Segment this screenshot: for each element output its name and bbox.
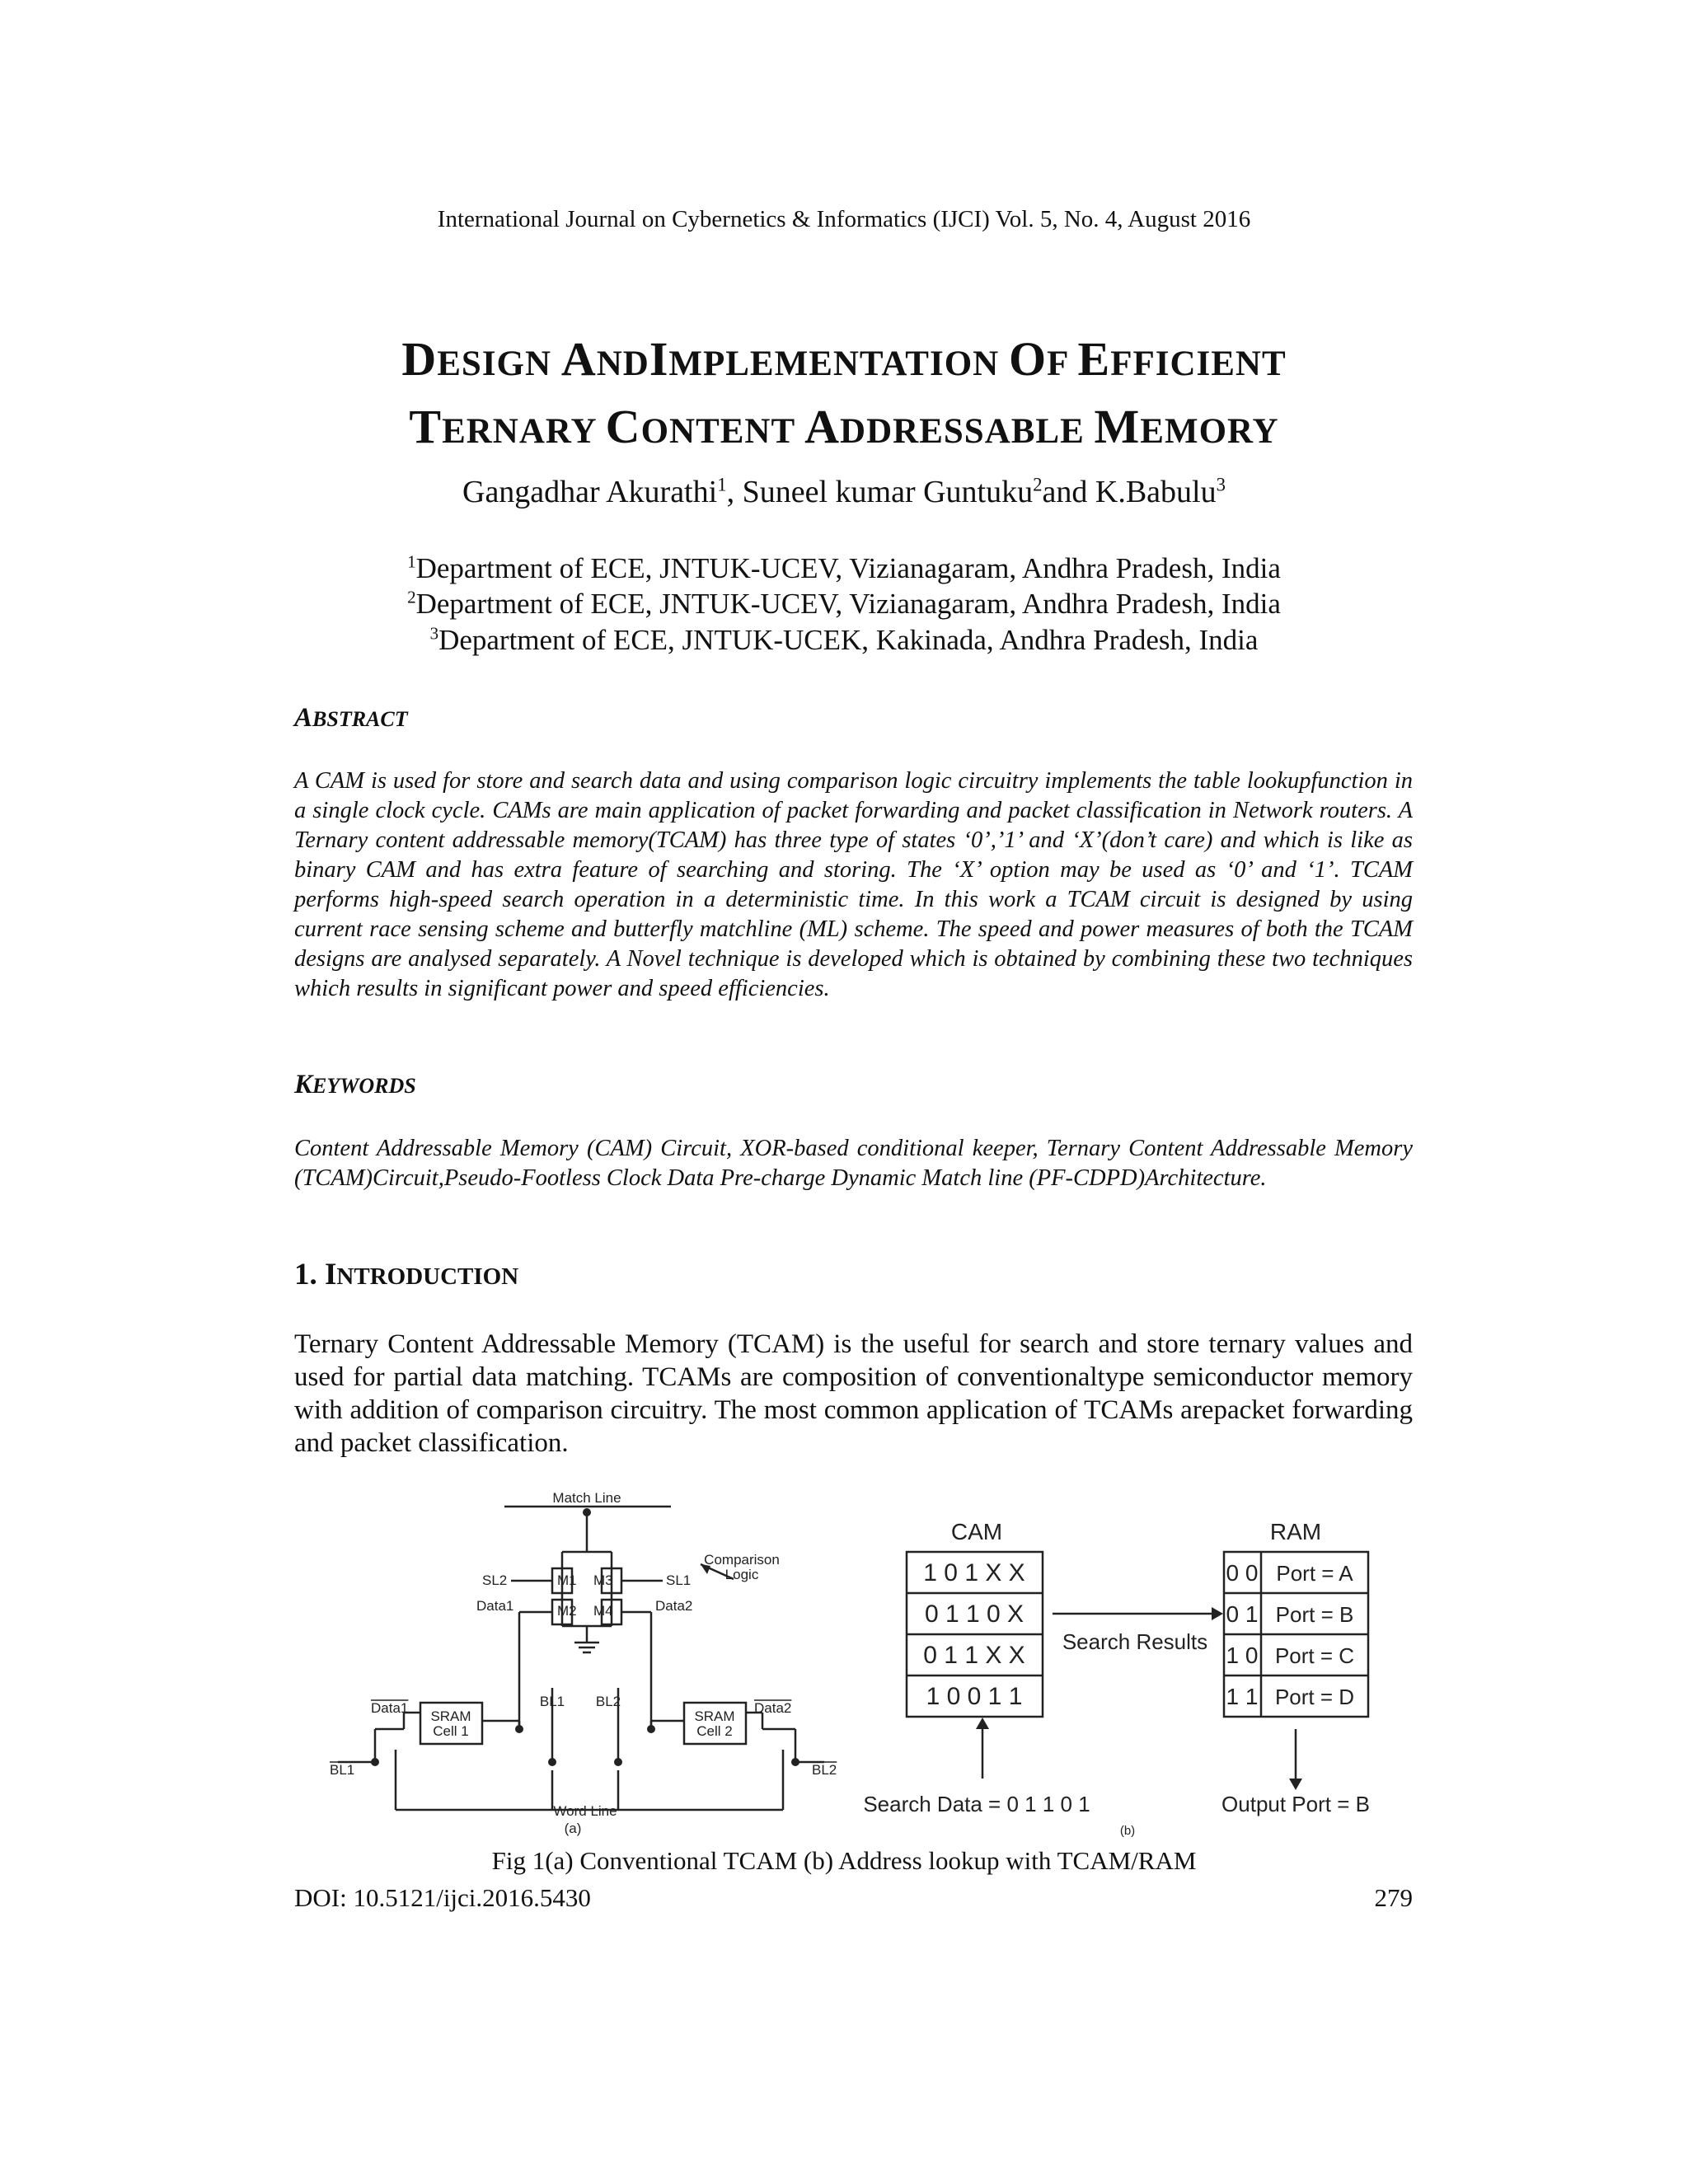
ram-addr-1: 0 0 [1226,1560,1259,1586]
svg-text:SRAM: SRAM [430,1708,471,1724]
t2-0s: ERNARY [442,412,606,451]
t2-3b: M [1094,400,1141,453]
paper-title [0,328,1688,463]
t1-4b: E [1077,332,1111,386]
fig-b-label: (b) [1119,1824,1136,1838]
intro-heading: 1. INTRODUCTION [294,1258,519,1291]
svg-text:SRAM: SRAM [694,1708,735,1724]
data1-bar-label: Data1 [371,1700,409,1716]
t1-2s: MPLEMENTATION [668,344,1009,383]
figure-1 [313,1490,1385,1849]
affiliation-3: $^3$Department of ECE, JNTUK-UCEK, Kakinada, Andhra Pradesh, India [429,623,1259,656]
abstract-text: A CAM is used for store and search data and using comparison logic circuitry implements the table lookupfunction in a single clock cycle. CAMs are main application of packet forwarding and packet classification in Network routers. A Ternary content addressable memory(TCAM) has three type of states ‘0’,’1’ and ‘X’(don’t care) and which is like as binary CAM and has extra feature of searching and storing. The ‘X’ option may be used as ‘0’ and ‘1’. TCAM performs high-speed search operation in a deterministic time. In this work a TCAM circuit is designed by using current race sensing scheme and butterfly matchline (ML) scheme. The speed and power measures of both the TCAM designs are analysed separately. A Novel technique is developed which is obtained by combining these two techniques which results in significant power and speed efficiencies. [294,768,1413,1001]
cam-row-2: 0 1 1 0 X [924,1601,1025,1628]
author-3-sup: 3 [1216,474,1226,495]
t1-0b: D [401,332,438,386]
t1-3b: O [1008,332,1048,386]
abstract-heading: ABSTRACT [294,703,408,733]
m4-label: M4 [593,1603,613,1619]
t2-2s: DDRESSABLE [840,412,1095,451]
doi: DOI: 10.5121/ijci.2016.5430 [294,1883,591,1912]
t1-2b: I [649,332,669,386]
bl2-bar-label: BL2 [812,1762,837,1778]
data2-label: Data2 [655,1598,693,1614]
svg-text:Cell 2: Cell 2 [696,1723,733,1739]
t2-2b: A [804,400,841,453]
t1-3s: F [1047,344,1078,383]
ram-port-1: Port = A [1276,1561,1353,1586]
sl2-label: SL2 [482,1572,508,1588]
search-data-label: Search Data = 0 1 1 0 1 [863,1792,1090,1816]
match-line-label: Match Line [552,1490,621,1506]
affiliation-2: $^2$Department of ECE, JNTUK-UCEV, Vizianagaram, Andhra Pradesh, India [407,587,1281,620]
t1-0s: ESIGN [437,344,561,383]
keywords-heading: KEYWORDS [294,1070,416,1099]
bl1-bar-label: BL1 [330,1762,355,1778]
ram-port-2: Port = B [1275,1602,1354,1627]
affiliation-1: $^1$Department of ECE, JNTUK-UCEV, Vizianagaram, Andhra Pradesh, India [407,551,1281,584]
t2-3s: EMORY [1140,412,1279,451]
cam-row-1: 1 0 1 X X [923,1559,1025,1586]
fig-a-label: (a) [564,1821,582,1836]
author-2-sup: 2 [1033,474,1043,495]
comparison-logic-label: Comparison [704,1552,780,1568]
title-line-2 [0,396,1688,463]
figure-caption: Fig 1(a) Conventional TCAM (b) Address lookup with TCAM/RAM [491,1846,1197,1875]
keywords-text: Content Addressable Memory (CAM) Circuit, XOR-based conditional keeper, Ternary Content Addressable Memory (TCAM)Circuit,Pseudo-Footless Clock Data Pre-charge Dynamic Match line (PF-CDPD)Architecture. [294,1136,1413,1191]
bl1-label: BL1 [539,1694,565,1709]
author-1-sup: 1 [717,474,727,495]
intro-text: Ternary Content Addressable Memory (TCAM) is the useful for search and store ternary values and used for partial data matching. TCAMs are composition of conventionaltype semiconductor memory with addition of comparison circuitry. The most common application of TCAMs arepacket forwarding and packet classification. [294,1329,1413,1458]
m1-label: M1 [557,1572,577,1588]
word-line-label: Word Line [553,1803,617,1819]
sl1-label: SL1 [666,1572,692,1588]
t1-1s: ND [596,344,649,383]
m2-label: M2 [557,1603,577,1619]
cam-row-4: 1 0 0 1 1 [926,1683,1023,1710]
figure-1-svg [313,1490,1385,1844]
search-results-label: Search Results [1062,1629,1208,1654]
ram-port-3: Port = C [1274,1643,1355,1668]
journal-header: International Journal on Cybernetics & Informatics (IJCI) Vol. 5, No. 4, August 2016 [437,206,1251,232]
cam-title: CAM [950,1519,1003,1544]
m3-label: M3 [593,1572,613,1588]
svg-text:Logic: Logic [724,1567,759,1582]
bl2-label: BL2 [595,1694,621,1709]
ram-addr-4: 1 1 [1226,1684,1259,1709]
author-2: , Suneel kumar Guntuku [726,475,1034,509]
t2-1s: ONTENT [640,412,805,451]
data1-label: Data1 [476,1598,514,1614]
t1-4s: FFICIENT [1110,344,1287,383]
svg-text:Cell 1: Cell 1 [433,1723,469,1739]
author-3: and K.Babulu [1042,475,1217,509]
cam-row-3: 0 1 1 X X [923,1642,1025,1669]
data2-bar-label: Data2 [754,1700,792,1716]
ram-addr-2: 0 1 [1226,1601,1259,1627]
t2-0b: T [409,400,443,453]
author-1: Gangadhar Akurathi [462,475,718,509]
authors [0,474,1688,510]
ram-addr-3: 1 0 [1226,1643,1259,1668]
t1-1b: A [560,332,597,386]
ram-port-4: Port = D [1274,1685,1355,1709]
page-number: 279 [1374,1883,1413,1912]
output-port-label: Output Port = B [1221,1792,1370,1816]
ram-title: RAM [1269,1519,1322,1544]
t2-1b: C [605,400,641,453]
title-line-1 [0,328,1688,396]
